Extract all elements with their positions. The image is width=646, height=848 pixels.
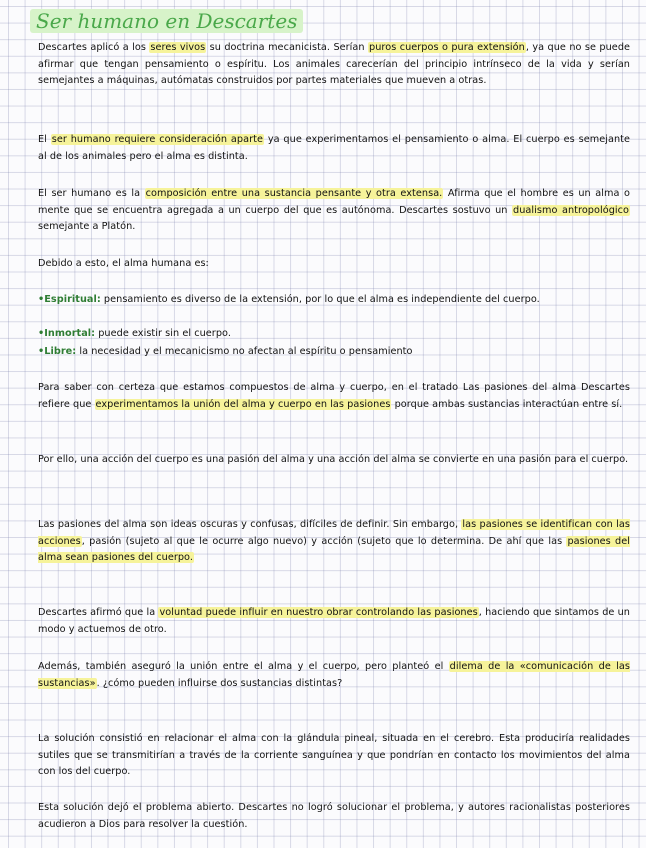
paragraph-soul-intro: Debido a esto, el alma humana es: xyxy=(38,258,209,269)
highlight: dualismo antropológico xyxy=(513,204,629,216)
paragraph-composition: El ser humano es la composición entre una sustancia pensante y otra extensa. Afirma que el hombre es un alma o mente que se encuentra agregada a un cuerpo del que es autónoma. Descartes sostuvo un dualismo antropológico semejante a Platón. xyxy=(38,188,630,232)
highlight: experimentamos la unión del alma y cuerpo en las pasiones xyxy=(95,398,391,410)
paragraph-human: El ser humano requiere consideración aparte ya que experimentamos el pensamiento o alma. El cuerpo es semejante al de los animales pero el alma es distinta. xyxy=(38,134,630,162)
paragraph-passions-definition: Las pasiones del alma son ideas oscuras y confusas, difíciles de definir. Sin embargo, las pasiones se identifican con las acciones, pasión (sujeto al que le ocurre algo nuevo) y acción (sujeto que lo determina. De ahí que las pasiones del alma sean pasiones del cuerpo. xyxy=(38,519,630,563)
bullet-immortal: •Inmortal: puede existir sin el cuerpo. xyxy=(38,328,231,339)
highlight: dilema de la «comunicación de las sustancias» xyxy=(38,661,630,689)
paragraph-action-passion: Por ello, una acción del cuerpo es una pasión del alma y una acción del alma se convierte en una pasión para el cuerpo. xyxy=(38,454,629,465)
paragraph-conclusion: Esta solución dejó el problema abierto. Descartes no logró solucionar el problema, y autores racionalistas posteriores acudieron a Dios para resolver la cuestión. xyxy=(38,802,630,830)
highlight: las pasiones se identifican con las acciones xyxy=(38,519,630,547)
paragraph-dilemma: Además, también aseguró la unión entre el alma y el cuerpo, pero planteó el dilema de la «comunicación de las sustancias». ¿cómo pueden influirse dos sustancias distintas? xyxy=(38,661,630,689)
paragraph-pineal-gland: La solución consistió en relacionar el alma con la glándula pineal, situada en el cerebro. Esta produciría realidades sutiles que se transmitirían a través de la corriente sanguínea y que pondrían en contacto los movimientos del alma con los del cuerpo. xyxy=(38,733,630,777)
highlight: pasiones del alma sean pasiones del cuerpo. xyxy=(38,535,630,563)
paragraph-passions-treatise: Para saber con certeza que estamos compuestos de alma y cuerpo, en el tratado Las pasiones del alma Descartes refiere que experimentamos la unión del alma y cuerpo en las pasiones porque ambas sustancias interactúan entre sí. xyxy=(38,382,630,410)
bullet-free: •Libre: la necesidad y el mecanicismo no afectan al espíritu o pensamiento xyxy=(38,346,413,357)
highlight: seres vivos xyxy=(150,42,206,53)
highlight: puros cuerpos o pura extensión xyxy=(369,42,525,53)
page-title: Ser humano en Descartes xyxy=(30,9,303,33)
paragraph-animals: Descartes aplicó a los seres vivos su doctrina mecanicista. Serían puros cuerpos o pura extensión, ya que no se puede afirmar que tengan pensamiento o espíritu. Los animales carecerían del principio intrínseco de la vida y serían semejantes a máquinas, autómatas construidos por partes materiales que mueven a otras. xyxy=(38,42,631,86)
highlight: composición entre una sustancia pensante y otra extensa. xyxy=(145,188,443,199)
highlight: voluntad puede influir en nuestro obrar controlando las pasiones xyxy=(159,607,478,618)
paragraph-will: Descartes afirmó que la voluntad puede influir en nuestro obrar controlando las pasiones, haciendo que sintamos de un modo y actuemos de otro. xyxy=(38,607,630,635)
bullet-spiritual: •Espiritual: pensamiento es diverso de la extensión, por lo que el alma es independiente del cuerpo. xyxy=(38,294,540,305)
highlight: ser humano requiere consideración aparte xyxy=(51,134,263,145)
